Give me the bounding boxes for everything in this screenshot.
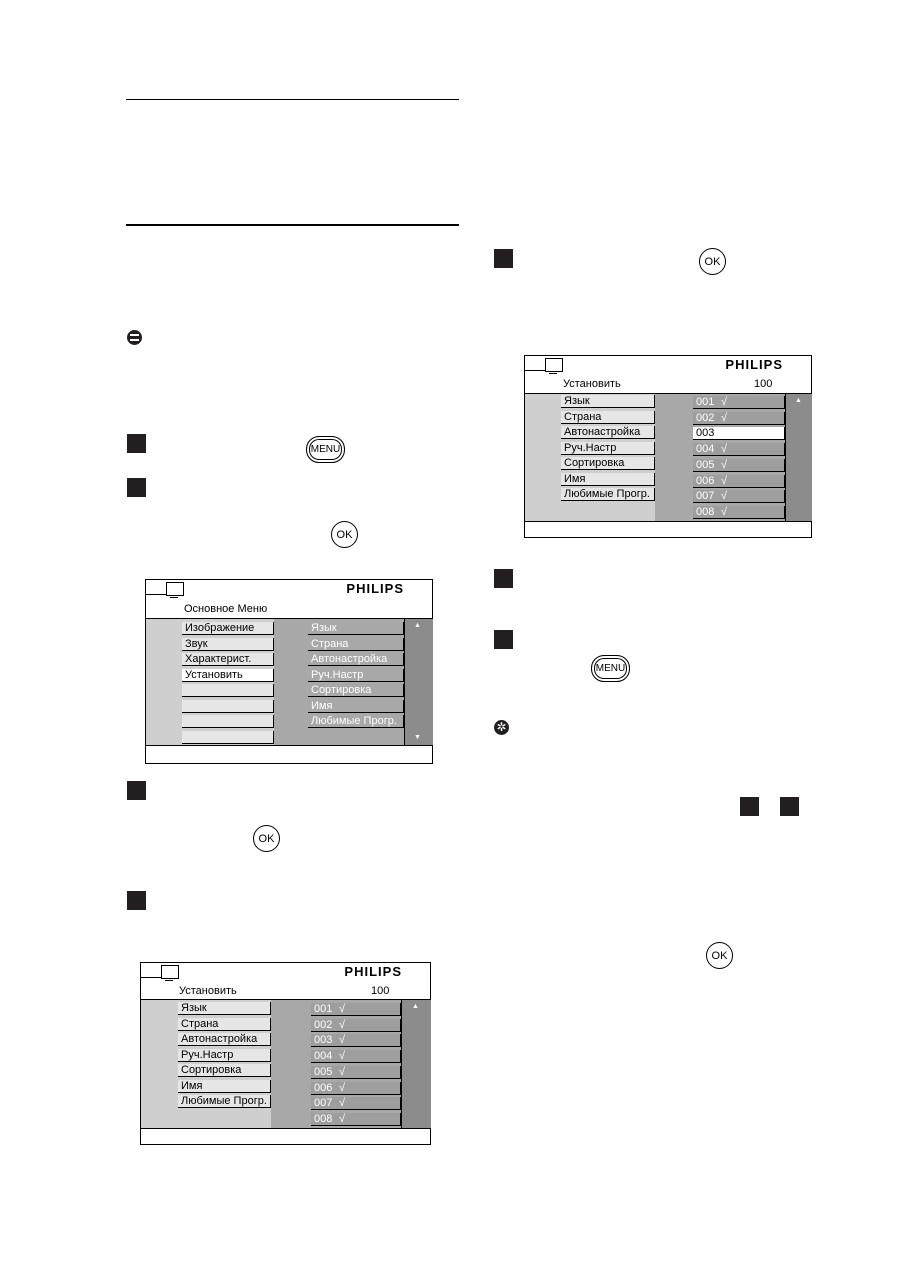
menu-item[interactable]: Руч.Настр xyxy=(178,1049,271,1062)
philips-logo: PHILIPS xyxy=(346,581,404,596)
channel-number: 007 xyxy=(314,1097,333,1110)
channel-number: 003 xyxy=(696,427,715,440)
channel-number: 007 xyxy=(696,490,715,503)
menu-item-empty xyxy=(182,700,274,713)
channel-number: 003 xyxy=(314,1034,333,1047)
menu-item-empty xyxy=(182,731,274,744)
submenu-item[interactable]: Язык xyxy=(308,622,404,635)
ok-button-icon: OK xyxy=(253,825,280,852)
submenu-item[interactable]: Автонастройка xyxy=(308,653,404,666)
menu-item[interactable]: Изображение xyxy=(182,622,274,635)
footer-divider xyxy=(146,745,432,746)
ok-button-icon: OK xyxy=(331,521,358,548)
philips-logo: PHILIPS xyxy=(725,357,783,372)
checkmark-icon: √ xyxy=(339,1081,346,1094)
channel-row[interactable] xyxy=(693,506,785,519)
menu-item-empty xyxy=(182,684,274,697)
menu-button-icon: MENU xyxy=(591,655,630,682)
menu-item[interactable]: Сортировка xyxy=(561,457,655,470)
tip-icon: ✲ xyxy=(494,720,509,735)
checkmark-icon: √ xyxy=(339,1018,346,1031)
checkmark-icon: √ xyxy=(721,458,728,471)
channel-row[interactable] xyxy=(311,1019,401,1032)
submenu-item[interactable]: Руч.Настр xyxy=(308,669,404,682)
channel-number: 008 xyxy=(314,1112,333,1125)
step-number-box xyxy=(780,797,799,816)
channel-row[interactable] xyxy=(311,1113,401,1126)
ok-button-icon: OK xyxy=(706,942,733,969)
menu-item[interactable]: Установить xyxy=(182,669,274,682)
scroll-up-icon[interactable]: ▲ xyxy=(412,1003,419,1010)
tv-screen-install xyxy=(140,962,431,1145)
footer-divider xyxy=(525,521,811,522)
menu-button-icon: MENU xyxy=(306,436,345,463)
menu-item[interactable]: Любимые Прогр. xyxy=(561,488,655,501)
submenu-item[interactable]: Страна xyxy=(308,638,404,651)
channel-row[interactable] xyxy=(311,1003,401,1016)
scroll-up-icon[interactable]: ▲ xyxy=(414,622,421,629)
channel-row[interactable] xyxy=(311,1050,401,1063)
menu-item[interactable]: Автонастройка xyxy=(178,1033,271,1046)
menu-title: Установить xyxy=(179,985,237,997)
menu-item[interactable]: Руч.Настр xyxy=(561,442,655,455)
note-icon xyxy=(127,330,142,345)
channel-row[interactable] xyxy=(693,396,785,409)
menu-item[interactable]: Имя xyxy=(178,1080,271,1093)
step-number-box xyxy=(494,630,513,649)
menu-item[interactable]: Характерист. xyxy=(182,653,274,666)
scrollbar[interactable] xyxy=(404,619,433,745)
step-number-box xyxy=(494,249,513,268)
menu-item[interactable]: Звук xyxy=(182,638,274,651)
channel-row[interactable] xyxy=(693,412,785,425)
checkmark-icon: √ xyxy=(721,443,728,456)
menu-item[interactable]: Язык xyxy=(178,1002,271,1015)
tv-icon xyxy=(166,582,184,596)
menu-item[interactable]: Страна xyxy=(561,411,655,424)
channel-number: 006 xyxy=(314,1081,333,1094)
channel-row[interactable] xyxy=(693,490,785,503)
checkmark-icon: √ xyxy=(721,505,728,518)
channel-row[interactable] xyxy=(693,443,785,456)
menu-item[interactable]: Имя xyxy=(561,473,655,486)
channel-number: 005 xyxy=(314,1065,333,1078)
menu-title: Основное Меню xyxy=(184,603,268,615)
ok-button-icon: OK xyxy=(699,248,726,275)
tv-icon-line xyxy=(146,594,168,595)
submenu-item[interactable]: Сортировка xyxy=(308,684,404,697)
channel-number: 001 xyxy=(696,396,715,408)
channel-number: 002 xyxy=(696,411,715,424)
philips-logo: PHILIPS xyxy=(344,964,402,979)
tv-screen-main-menu xyxy=(145,579,433,764)
channel-row[interactable] xyxy=(693,459,785,472)
step-number-box xyxy=(127,434,146,453)
section-rule xyxy=(126,224,459,226)
checkmark-icon: √ xyxy=(339,1065,346,1078)
step-number-box xyxy=(127,891,146,910)
program-count: 100 xyxy=(371,985,390,997)
checkmark-icon: √ xyxy=(339,1097,346,1110)
step-number-box xyxy=(127,478,146,497)
tv-icon xyxy=(545,358,563,372)
menu-item[interactable]: Сортировка xyxy=(178,1064,271,1077)
channel-row[interactable] xyxy=(693,427,785,440)
scroll-up-icon[interactable]: ▲ xyxy=(795,397,802,404)
step-number-box xyxy=(494,569,513,588)
menu-item[interactable]: Любимые Прогр. xyxy=(178,1095,271,1108)
channel-row[interactable] xyxy=(693,475,785,488)
tv-icon-line xyxy=(141,977,163,978)
channel-row[interactable] xyxy=(311,1082,401,1095)
menu-item[interactable]: Язык xyxy=(561,395,655,408)
top-rule xyxy=(126,99,459,100)
scrollbar[interactable] xyxy=(401,1000,431,1128)
program-count: 100 xyxy=(754,378,773,390)
channel-number: 005 xyxy=(696,458,715,471)
channel-number: 002 xyxy=(314,1018,333,1031)
menu-item-empty xyxy=(182,715,274,728)
checkmark-icon: √ xyxy=(339,1003,346,1015)
scroll-down-icon[interactable]: ▼ xyxy=(414,734,421,741)
checkmark-icon: √ xyxy=(721,474,728,487)
channel-number: 004 xyxy=(696,443,715,456)
checkmark-icon: √ xyxy=(721,396,728,408)
channel-number: 001 xyxy=(314,1003,333,1015)
checkmark-icon: √ xyxy=(721,490,728,503)
menu-title: Установить xyxy=(563,378,621,390)
scrollbar[interactable] xyxy=(785,394,812,521)
checkmark-icon: √ xyxy=(339,1112,346,1125)
channel-row[interactable] xyxy=(311,1034,401,1047)
tv-icon-line xyxy=(525,370,547,371)
channel-number: 008 xyxy=(696,505,715,518)
checkmark-icon: √ xyxy=(339,1050,346,1063)
menu-item[interactable]: Автонастройка xyxy=(561,426,655,439)
submenu-item[interactable]: Имя xyxy=(308,700,404,713)
tv-screen-install-selected xyxy=(524,355,812,538)
submenu-item[interactable]: Любимые Прогр. xyxy=(308,715,404,728)
step-number-box xyxy=(127,781,146,800)
menu-item[interactable]: Страна xyxy=(178,1018,271,1031)
tv-icon xyxy=(161,965,179,979)
channel-row[interactable] xyxy=(311,1066,401,1079)
channel-row[interactable] xyxy=(311,1097,401,1110)
checkmark-icon: √ xyxy=(721,411,728,424)
channel-number: 006 xyxy=(696,474,715,487)
checkmark-icon: √ xyxy=(339,1034,346,1047)
step-number-box xyxy=(740,797,759,816)
footer-divider xyxy=(141,1128,430,1129)
channel-number: 004 xyxy=(314,1050,333,1063)
